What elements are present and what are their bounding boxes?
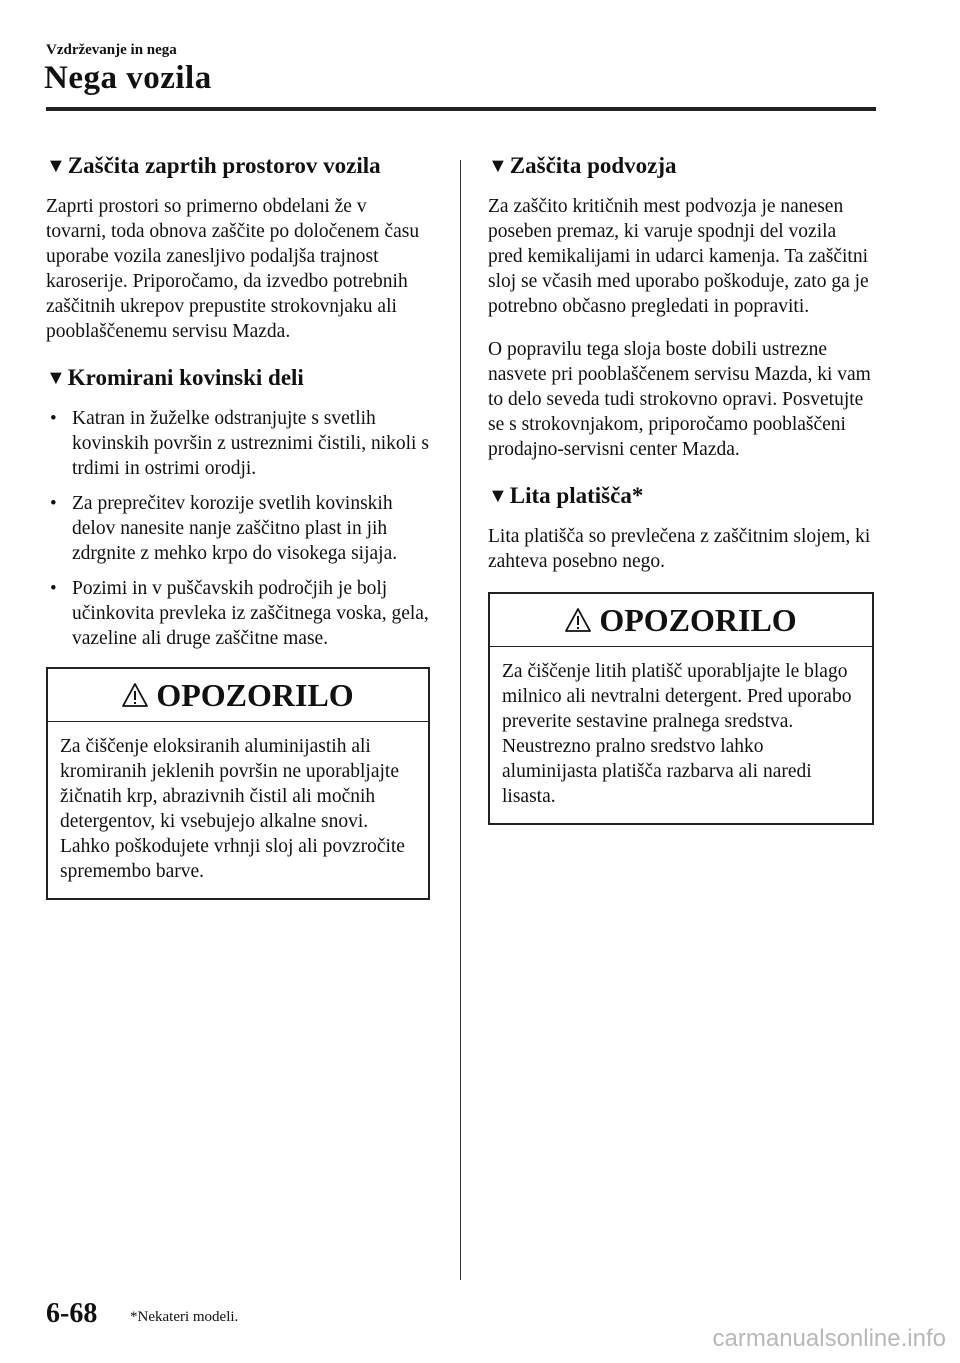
list-item: • Katran in žuželke odstranjujte s svetlih kovinskih površin z ustreznimi čistili, nikoli s trdimi in ostrimi orodji.	[50, 408, 429, 479]
triangle-down-icon: ▼	[46, 367, 66, 389]
paragraph: O popravilu tega sloja boste dobili ustrezne nasvete pri pooblaščenem servisu Mazda, ki vam to delo seveda tudi strokovno opravi. Posvetujte se s strokovnjakom, priporočamo pooblaščeni prodajno-servisni center Mazda.	[488, 339, 871, 460]
paragraph: Za zaščito kritičnih mest podvozja je nanesen poseben premaz, ki varuje spodnji del vozila pred kemikalijami in udarci kamenja. Ta zaščitni sloj se včasih med uporabo poškoduje, zato ga je potrebno občasno pregledati in popraviti.	[488, 196, 869, 317]
left-column	[46, 150, 430, 900]
right-column	[488, 150, 874, 825]
header-rule	[46, 107, 876, 111]
warning-box	[488, 592, 874, 825]
warning-triangle-icon	[565, 607, 591, 633]
warning-title: OPOZORILO	[156, 676, 354, 713]
bullet-icon: •	[50, 578, 57, 599]
page-title: Nega vozila	[44, 60, 212, 96]
heading-text: Zaščita zaprtih prostorov vozila	[67, 153, 381, 178]
heading-closed-cavities	[46, 150, 430, 182]
paragraph: Lita platišča so prevlečena z zaščitnim slojem, ki zahteva posebno nego.	[488, 526, 871, 572]
heading-chrome-parts	[46, 362, 430, 394]
triangle-down-icon: ▼	[488, 485, 508, 507]
bullet-list	[46, 406, 430, 651]
page-number: 6-68	[46, 1298, 98, 1329]
list-item: • Pozimi in v puščavskih področjih je bolj učinkovita prevleka iz zaščitnega voska, gela, vazeline ali druge zaščitne mase.	[50, 578, 429, 649]
warning-box	[46, 667, 430, 900]
section-label: Vzdrževanje in nega	[46, 42, 177, 58]
heading-alloy-wheels	[488, 480, 874, 512]
warning-text: Za čiščenje litih platišč uporabljajte le blago milnico ali nevtralni detergent. Pred uporabo preverite sestavine pralnega sredstva. Neustrezno pralno sredstvo lahko aluminijasta platišča razbarva ali naredi lisasta.	[502, 661, 852, 807]
warning-text: Za čiščenje eloksiranih aluminijastih ali kromiranih jeklenih površin ne uporabljajte žičnatih krp, abrazivnih čistil ali močnih detergentov, ki vsebujejo alkalne snovi. Lahko poškodujete vrhnji sloj ali povzročite spremembo barve.	[60, 736, 405, 882]
heading-text: Kromirani kovinski deli	[67, 365, 304, 390]
warning-header	[48, 669, 428, 722]
warning-triangle-icon	[122, 682, 148, 708]
bullet-icon: •	[50, 493, 57, 514]
heading-text: Lita platišča*	[509, 483, 644, 508]
triangle-down-icon: ▼	[488, 155, 508, 177]
triangle-down-icon: ▼	[46, 155, 66, 177]
warning-title: OPOZORILO	[599, 601, 797, 638]
paragraph: Zaprti prostori so primerno obdelani že v tovarni, toda obnova zaščite po določenem času uporabe vozila zanesljivo podaljša trajnost karoserije. Priporočamo, da izvedbo potrebnih zaščitnih ukrepov prepustite strokovnjaku ali pooblaščenemu servisu Mazda.	[46, 196, 420, 342]
heading-underbody	[488, 150, 874, 182]
column-divider	[460, 160, 461, 1280]
footnote: *Nekateri modeli.	[130, 1309, 239, 1325]
watermark: carmanualsonline.info	[712, 1325, 946, 1352]
heading-text: Zaščita podvozja	[509, 153, 677, 178]
list-item: • Za preprečitev korozije svetlih kovinskih delov nanesite nanje zaščitno plast in jih zdrgnite z mehko krpo do visokega sijaja.	[50, 493, 398, 564]
warning-header	[490, 594, 872, 647]
bullet-icon: •	[50, 408, 57, 429]
